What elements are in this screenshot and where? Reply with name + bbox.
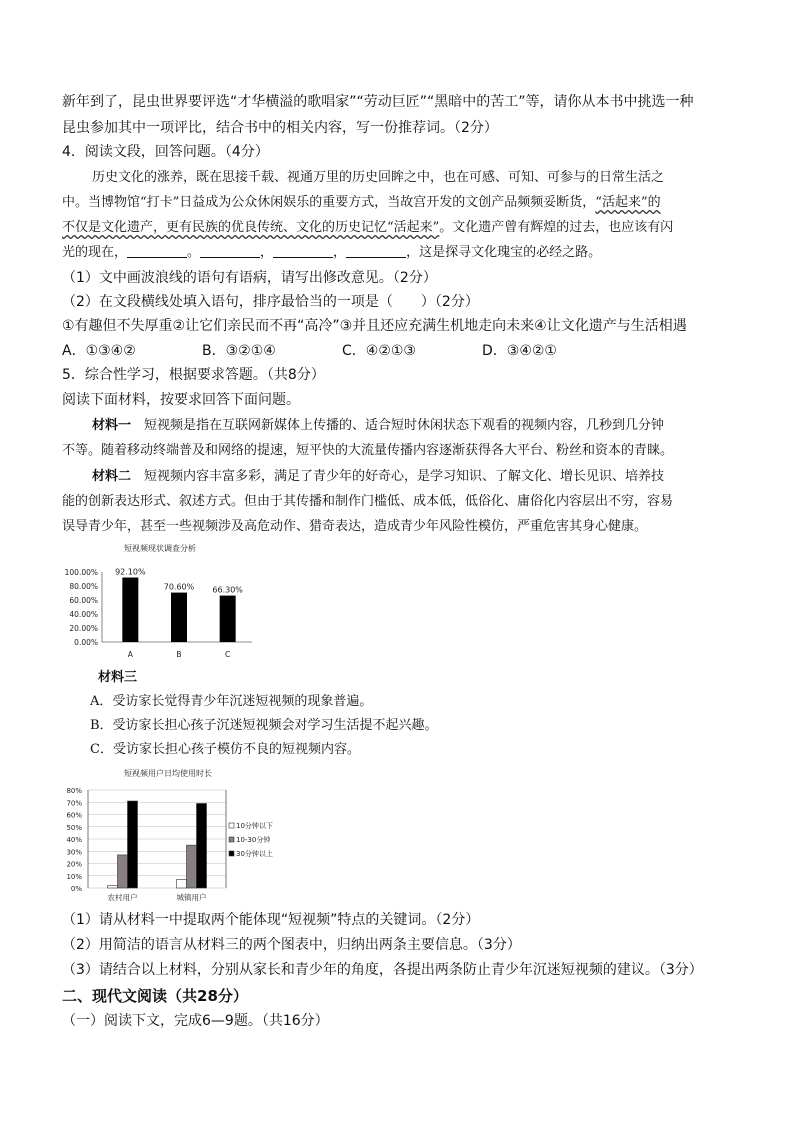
material-3-item-c: C．受访家长担心孩子模仿不良的短视频内容。 [90,742,360,757]
x-tick-label: C [225,650,231,659]
q4-passage-line-1: 历史文化的涨养，既在思接千载、视通万里的历史回眸之中，也在可感、可知、可参与的日常生活之 [92,170,665,185]
data-label: 92.10% [115,567,146,577]
legend-label: 10分钟以下 [236,822,273,830]
material-2-label: 材料二 [92,469,132,484]
material-1-label: 材料一 [92,418,132,433]
x-tick-label: 农村用户 [107,893,138,902]
q4-passage-text: 光的现在， [62,245,128,260]
q4-wavy-text-a: “活起来”的 [595,195,661,210]
y-tick-label: 0.00% [74,638,98,647]
legend-label: 10-30分钟 [236,836,271,844]
punct: 。 [187,245,201,260]
x-tick-label: 城镇用户 [176,893,207,902]
bar-城镇用户-30分钟以上 [197,803,207,888]
y-tick-label: 70% [66,799,82,808]
bar-A [122,578,138,642]
legend-swatch [229,851,234,856]
y-tick-label: 30% [66,848,82,857]
material-3-item-b: B．受访家长担心孩子沉迷短视频会对学习生活提不起兴趣。 [90,718,438,733]
q4-wavy-text-b: 不仅是文化遗产，更有民族的优良传统、文化的历史记忆“活起来” [62,220,440,235]
q4-title: 4．阅读文段，回答问题。（4分） [62,144,269,160]
material-1-line-1 [92,416,664,436]
q4-option-a[interactable]: A．①③④② [62,343,136,359]
q5-sub-2: （2）用简洁的语言从材料三的两个图表中，归纳出两条主要信息。（3分） [62,937,521,953]
x-tick-label: A [127,650,133,659]
q4-items: ①有趣但不失厚重②让它们亲民而不再“高冷”③并且还应充满生机地走向未来④让文化遗产与生活相遇 [62,318,687,334]
q4-option-b[interactable]: B．③②①④ [202,343,276,359]
q3-line-2: 昆虫参加其中一项评比，结合书中的相关内容，写一份推荐词。（2分） [62,120,498,136]
bar-农村用户-10-30分钟 [118,855,128,888]
q4-option-c[interactable]: C．④②①③ [342,343,416,359]
y-tick-label: 20.00% [69,624,98,633]
q4-passage-text: ，这是探寻文化瑰宝的必经之路。 [406,245,602,260]
material-2-line-2: 能的创新表达形式、叙述方式。但由于其传播和制作门槛低、成本低，低俗化、庸俗化内容层出不穷，容易 [62,494,674,509]
usage-duration-chart [62,766,290,906]
material-text: 短视频是指在互联网新媒体上传播的、适合短时休闲状态下观看的视频内容，几秒到几分钟 [144,418,665,433]
bar-城镇用户-10分钟以下 [177,879,187,888]
legend-label: 30分钟以上 [236,850,273,858]
material-1-line-2: 不等。随着移动终端普及和网络的提速，短平快的大流量传播内容逐渐获得各大平台、粉丝和资本的青睐。 [62,443,674,458]
bar-农村用户-10分钟以下 [108,886,118,888]
q3-line-1: 新年到了，昆虫世界要评选“才华横溢的歌唱家”“劳动巨匠”“黑暗中的苦工”等，请你从本书中挑选一种 [62,94,694,110]
q4-passage-text: 中。当博物馆“打卡”日益成为公众休闲娱乐的重要方式，当故宫开发的文创产品频频妥断货， [62,195,596,210]
legend-swatch [229,823,234,828]
bar-城镇用户-10-30分钟 [187,845,197,888]
survey-bar-chart [62,542,262,664]
q4-passage-text: 。文化遗产曾有辉煌的过去，也应该有闪 [439,220,674,235]
q4-sub-2: （2）在文段横线处填入语句，排序最恰当的一项是（ ）（2分） [62,294,479,310]
y-tick-label: 100.00% [64,568,98,577]
y-tick-label: 20% [66,860,82,869]
material-2-line-1 [92,467,664,487]
y-tick-label: 40% [66,836,82,844]
data-label: 66.30% [212,585,243,595]
q4-passage-line-3 [62,218,673,238]
blank-1[interactable] [127,243,187,258]
material-3-item-a: A．受访家长觉得青少年沉迷短视频的现象普遍。 [90,694,373,709]
q5-intro: 阅读下面材料，按要求回答下面问题。 [62,392,300,408]
y-tick-label: 10% [66,872,82,881]
chart-title: 短视频用户日均使用时长 [124,769,212,778]
q5-title: 5．综合性学习，根据要求答题。（共8分） [62,367,325,383]
y-tick-label: 80% [66,787,82,795]
material-text: 短视频内容丰富多彩，满足了青少年的好奇心，是学习知识、了解文化、增长见识、培养技 [144,469,665,484]
material-2-line-3: 误导青少年，甚至一些视频涉及高危动作、猎奇表达，造成青少年风险性模仿，严重危害其身心健康。 [62,519,648,534]
q4-sub-1: （1）文中画波浪线的语句有语病，请写出修改意见。（2分） [62,270,437,286]
data-label: 70.60% [163,582,195,592]
chart-title: 短视频现状调查分析 [124,544,196,553]
section-2-title: 二、现代文阅读（共28分） [62,987,248,1005]
y-tick-label: 60.00% [69,596,98,605]
y-tick-label: 40.00% [69,610,98,619]
blank-2[interactable] [200,243,260,258]
punct: ， [260,245,274,260]
y-tick-label: 80.00% [69,582,98,591]
bar-B [171,593,187,642]
legend-swatch [229,837,234,842]
y-tick-label: 0% [70,885,82,893]
q4-passage-line-2 [62,193,661,213]
x-tick-label: B [176,650,182,659]
y-tick-label: 60% [66,811,82,820]
q4-option-d[interactable]: D．③④②① [482,343,557,359]
q4-passage-line-4 [62,243,601,263]
q5-sub-1: （1）请从材料一中提取两个能体现“短视频”特点的关键词。（2分） [62,912,480,928]
punct: ， [333,245,347,260]
blank-3[interactable] [273,243,333,258]
y-tick-label: 50% [66,823,82,832]
material-3-label: 材料三 [98,670,138,685]
bar-农村用户-30分钟以上 [128,801,138,888]
bar-C [220,596,236,642]
q5-sub-3: （3）请结合以上材料，分别从家长和青少年的角度，各提出两条防止青少年沉迷短视频的建议。（3分） [62,962,703,978]
section-2-subtitle: （一）阅读下文，完成6—9题。（共16分） [62,1013,329,1029]
blank-4[interactable] [346,243,406,258]
